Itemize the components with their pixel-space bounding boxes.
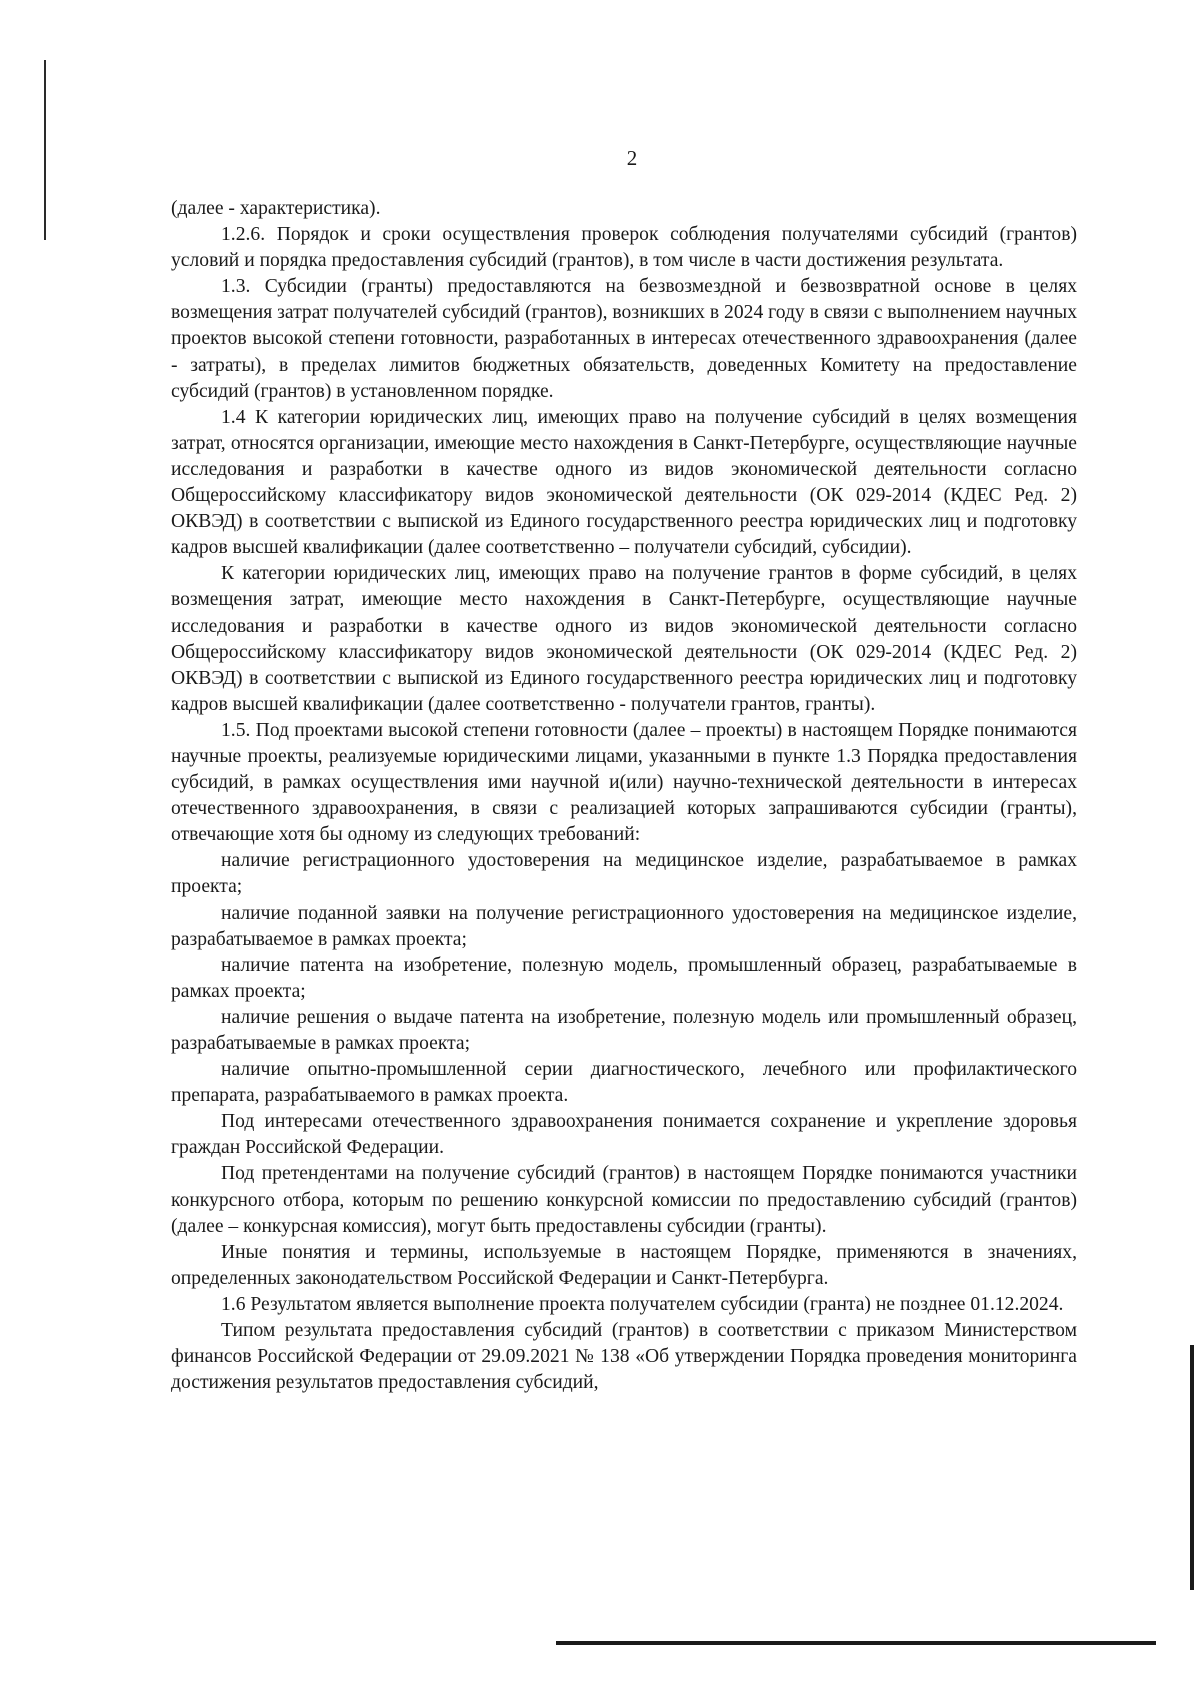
scan-edge-mark-bottom — [556, 1641, 1156, 1645]
paragraph-definition-interests: Под интересами отечественного здравоохранения понимается сохранение и укрепление здоровья граждан Российской Федерации. — [171, 1111, 1077, 1159]
requirement-item: наличие поданной заявки на получение регистрационного удостоверения на медицинское изделие, разрабатываемое в рамках проекта; — [171, 902, 1077, 950]
paragraph-grant-recipients: К категории юридических лиц, имеющих право на получение грантов в форме субсидий, в целях возмещения затрат, имеющие место нахождения в Санкт-Петербурге, осуществляющие научные исследования и разработки в качестве одного из видов экономической деятельности согласно Общероссийскому классификатору видов экономической деятельности (ОК 029-2014 (КДЕС Ред. 2) ОКВЭД) в соответствии с выпиской из Единого государственного реестра юридических лиц и подготовку кадров высшей квалификации (далее соответственно - получатели грантов, гранты). — [171, 563, 1077, 715]
requirement-item: наличие регистрационного удостоверения на медицинское изделие, разрабатываемое в рамках проекта; — [171, 850, 1077, 898]
paragraph-other-terms: Иные понятия и термины, используемые в настоящем Порядке, применяются в значениях, определенных законодательством Российской Федерации и Санкт-Петербурга. — [171, 1241, 1077, 1289]
page-number: 2 — [626, 146, 638, 170]
paragraph-1-3: 1.3. Субсидии (гранты) предоставляются на безвозмездной и безвозвратной основе в целях возмещения затрат получателей субсидий (грантов), возникших в 2024 году в связи с выполнением научных проектов высокой степени готовности, разработанных в интересах отечественного здравоохранения (далее - затраты), в пределах лимитов бюджетных обязательств, доведенных Комитету на предоставление субсидий (грантов) в установленном порядке. — [171, 276, 1077, 402]
scan-edge-mark-right — [1190, 1345, 1194, 1590]
paragraph-result-type: Типом результата предоставления субсидий (грантов) в соответствии с приказом Министерством финансов Российской Федерации от 29.09.2021 № 138 «Об утверждении Порядка проведения мониторинга достижения результатов предоставления субсидий, — [171, 1320, 1077, 1394]
requirement-item: наличие патента на изобретение, полезную модель, промышленный образец, разрабатываемые в рамках проекта; — [171, 954, 1077, 1002]
paragraph-1-4: 1.4 К категории юридических лиц, имеющих право на получение субсидий в целях возмещения затрат, относятся организации, имеющие место нахождения в Санкт-Петербурге, осуществляющие научные исследования и разработки в качестве одного из видов экономической деятельности согласно Общероссийскому классификатору видов экономической деятельности (ОК 029-2014 (КДЕС Ред. 2) ОКВЭД) в соответствии с выпиской из Единого государственного реестра юридических лиц и подготовку кадров высшей квалификации (далее соответственно – получатели субсидий, субсидии). — [171, 406, 1077, 559]
paragraph-1-2-6: 1.2.6. Порядок и сроки осуществления проверок соблюдения получателями субсидий (грантов) условий и порядка предоставления субсидий (грантов), в том числе в части достижения результата. — [171, 224, 1077, 272]
paragraph-definition-applicants: Под претендентами на получение субсидий (грантов) в настоящем Порядке понимаются участники конкурсного отбора, которым по решению конкурсной комиссии по предоставлению субсидий (грантов) (далее – конкурсная комиссия), могут быть предоставлены субсидии (гранты). — [171, 1163, 1077, 1237]
paragraph-continuation: (далее - характеристика). — [171, 198, 381, 219]
requirement-item: наличие опытно-промышленной серии диагностического, лечебного или профилактического препарата, разрабатываемого в рамках проекта. — [171, 1059, 1077, 1107]
requirement-item: наличие решения о выдаче патента на изобретение, полезную модель или промышленный образец, разрабатываемые в рамках проекта; — [171, 1006, 1077, 1054]
paragraph-1-6: 1.6 Результатом является выполнение проекта получателем субсидии (гранта) не позднее 01.12.2024. — [221, 1293, 1064, 1315]
document-body — [171, 196, 1077, 1396]
paragraph-1-5: 1.5. Под проектами высокой степени готовности (далее – проекты) в настоящем Порядке понимаются научные проекты, реализуемые юридическими лицами, указанными в пункте 1.3 Порядка предоставления субсидий, в рамках осуществления ими научной и(или) научно-технической деятельности в интересах отечественного здравоохранения, в связи с реализацией которых запрашиваются субсидии (гранты), отвечающие хотя бы одному из следующих требований: — [171, 719, 1077, 846]
